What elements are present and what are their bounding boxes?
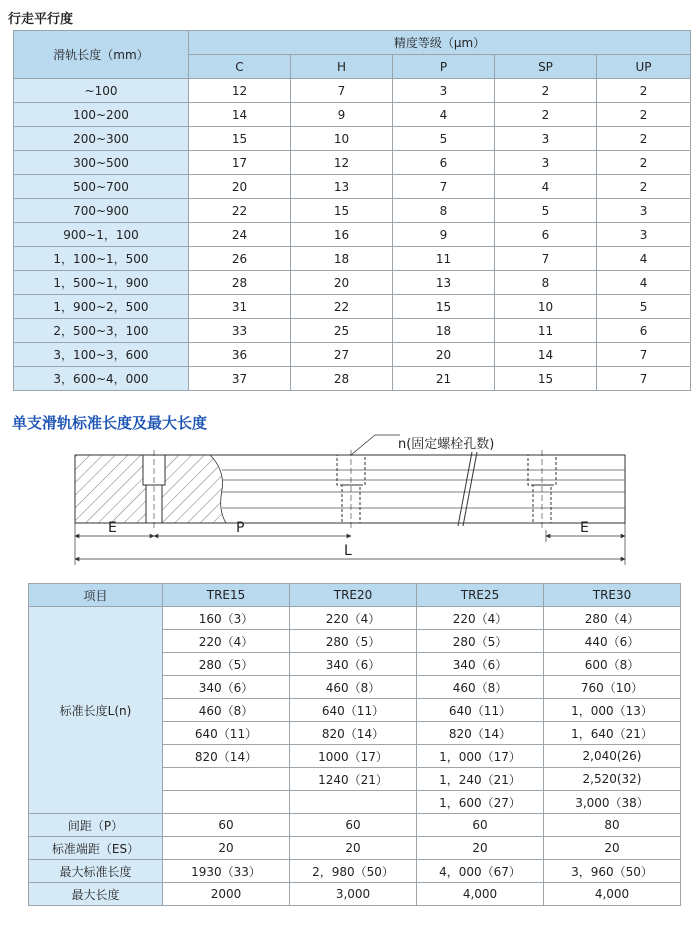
section1-title: 行走平行度: [8, 12, 74, 27]
tolerance-cell: 20: [189, 175, 291, 199]
std-length-cell: 1，640（21）: [544, 722, 681, 745]
tolerance-cell: 14: [495, 343, 597, 367]
model-header: TRE20: [290, 584, 417, 607]
tolerance-cell: 15: [291, 199, 393, 223]
summary-cell: 2000: [163, 883, 290, 906]
tolerance-cell: 4: [597, 271, 691, 295]
summary-label: 间距（P）: [29, 814, 163, 837]
tolerance-cell: 11: [393, 247, 495, 271]
tolerance-cell: 31: [189, 295, 291, 319]
tolerance-cell: 7: [291, 79, 393, 103]
std-length-cell: 640（11）: [290, 699, 417, 722]
std-length-cell: 160（3）: [163, 607, 290, 630]
std-length-cell: 280（4）: [544, 607, 681, 630]
tolerance-cell: 3: [597, 199, 691, 223]
tolerance-cell: 6: [495, 223, 597, 247]
length-range-cell: 1，100~1，500: [14, 247, 189, 271]
table-row: [14, 79, 691, 103]
rail-diagram: [0, 430, 698, 570]
tolerance-cell: 7: [495, 247, 597, 271]
tolerance-cell: 6: [597, 319, 691, 343]
summary-cell: 20: [544, 837, 681, 860]
tolerance-cell: 4: [393, 103, 495, 127]
dimension-l: L: [344, 543, 352, 559]
length-range-cell: 3，100~3，600: [14, 343, 189, 367]
section2-title: 单支滑轨标准长度及最大长度: [12, 414, 208, 432]
tolerance-cell: 25: [291, 319, 393, 343]
tolerance-cell: 7: [393, 175, 495, 199]
std-length-cell: 440（6）: [544, 630, 681, 653]
tolerance-cell: 4: [597, 247, 691, 271]
model-header: TRE15: [163, 584, 290, 607]
tolerance-cell: 14: [189, 103, 291, 127]
tolerance-cell: 2: [597, 151, 691, 175]
summary-cell: 1930（33）: [163, 860, 290, 883]
table-row: [14, 319, 691, 343]
dimension-e-right: E: [580, 520, 589, 536]
tolerance-cell: 5: [393, 127, 495, 151]
tolerance-cell: 13: [393, 271, 495, 295]
summary-label: 最大标准长度: [29, 860, 163, 883]
table-row: [14, 223, 691, 247]
dimension-p: P: [236, 520, 245, 536]
length-range-cell: 300~500: [14, 151, 189, 175]
table-row: [29, 814, 681, 837]
tolerance-cell: 2: [597, 175, 691, 199]
length-range-cell: ~100: [14, 79, 189, 103]
summary-label: 最大长度: [29, 883, 163, 906]
std-length-cell: 600（8）: [544, 653, 681, 676]
row-header: 滑轨长度（mm）: [14, 31, 189, 79]
std-length-cell: 280（5）: [163, 653, 290, 676]
tolerance-cell: 8: [393, 199, 495, 223]
table-row: [29, 883, 681, 906]
std-length-cell: 820（14）: [417, 722, 544, 745]
tolerance-cell: 3: [495, 151, 597, 175]
std-length-cell: 340（6）: [290, 653, 417, 676]
tolerance-cell: 5: [597, 295, 691, 319]
grade-header: P: [393, 55, 495, 79]
std-length-cell: [290, 791, 417, 814]
std-length-cell: 220（4）: [163, 630, 290, 653]
tolerance-cell: 3: [495, 127, 597, 151]
parallelism-table: [13, 30, 691, 391]
summary-cell: 2，980（50）: [290, 860, 417, 883]
summary-cell: 20: [163, 837, 290, 860]
std-length-cell: 3,000（38）: [544, 791, 681, 814]
tolerance-cell: 28: [189, 271, 291, 295]
tolerance-cell: 24: [189, 223, 291, 247]
std-length-cell: 460（8）: [417, 676, 544, 699]
tolerance-cell: 6: [393, 151, 495, 175]
table-row: [14, 295, 691, 319]
summary-cell: 3，960（50）: [544, 860, 681, 883]
length-range-cell: 1，500~1，900: [14, 271, 189, 295]
tolerance-cell: 26: [189, 247, 291, 271]
tolerance-cell: 22: [291, 295, 393, 319]
tolerance-cell: 2: [597, 79, 691, 103]
grade-header: C: [189, 55, 291, 79]
tolerance-cell: 36: [189, 343, 291, 367]
tolerance-cell: 2: [597, 103, 691, 127]
grade-header: H: [291, 55, 393, 79]
length-range-cell: 900~1，100: [14, 223, 189, 247]
std-length-cell: 280（5）: [290, 630, 417, 653]
std-length-cell: 820（14）: [290, 722, 417, 745]
table-row: [29, 837, 681, 860]
tolerance-cell: 22: [189, 199, 291, 223]
annotation-label: n(固定螺栓孔数): [398, 437, 495, 452]
std-length-cell: [163, 791, 290, 814]
std-length-cell: 1，240（21）: [417, 768, 544, 791]
std-length-cell: 2,520(32): [544, 768, 681, 791]
tolerance-cell: 4: [495, 175, 597, 199]
tolerance-cell: 10: [495, 295, 597, 319]
tolerance-cell: 2: [597, 127, 691, 151]
summary-cell: 4，000（67）: [417, 860, 544, 883]
std-length-cell: 220（4）: [290, 607, 417, 630]
annotation-leader: [351, 435, 494, 455]
tolerance-cell: 18: [393, 319, 495, 343]
tolerance-cell: 15: [393, 295, 495, 319]
summary-cell: 60: [417, 814, 544, 837]
std-length-cell: 1000（17）: [290, 745, 417, 768]
table-row: [14, 271, 691, 295]
grade-header: UP: [597, 55, 691, 79]
length-range-cell: 500~700: [14, 175, 189, 199]
tolerance-cell: 27: [291, 343, 393, 367]
tolerance-cell: 17: [189, 151, 291, 175]
std-length-cell: 1，600（27）: [417, 791, 544, 814]
table-row: [14, 175, 691, 199]
length-range-cell: 700~900: [14, 199, 189, 223]
std-length-cell: 340（6）: [163, 676, 290, 699]
tolerance-cell: 5: [495, 199, 597, 223]
tolerance-cell: 9: [393, 223, 495, 247]
summary-cell: 3,000: [290, 883, 417, 906]
tolerance-cell: 2: [495, 103, 597, 127]
grade-group-header: 精度等级（μm）: [189, 31, 691, 55]
item-header: 项目: [29, 584, 163, 607]
summary-label: 标准端距（ES）: [29, 837, 163, 860]
length-range-cell: 1，900~2，500: [14, 295, 189, 319]
length-range-cell: 3，600~4，000: [14, 367, 189, 391]
std-length-cell: 1，000（17）: [417, 745, 544, 768]
summary-cell: 60: [290, 814, 417, 837]
model-header: TRE25: [417, 584, 544, 607]
tolerance-cell: 28: [291, 367, 393, 391]
tolerance-cell: 33: [189, 319, 291, 343]
tolerance-cell: 37: [189, 367, 291, 391]
model-header: TRE30: [544, 584, 681, 607]
grade-header: SP: [495, 55, 597, 79]
summary-cell: 20: [290, 837, 417, 860]
std-length-cell: 460（8）: [163, 699, 290, 722]
tolerance-cell: 11: [495, 319, 597, 343]
std-length-cell: 460（8）: [290, 676, 417, 699]
tolerance-cell: 15: [495, 367, 597, 391]
tolerance-cell: 18: [291, 247, 393, 271]
bolt-hole: [337, 450, 365, 530]
table-row: [14, 199, 691, 223]
table-row: [14, 151, 691, 175]
length-range-cell: 100~200: [14, 103, 189, 127]
tolerance-cell: 15: [189, 127, 291, 151]
tolerance-cell: 13: [291, 175, 393, 199]
table-row: [14, 343, 691, 367]
std-length-cell: [163, 768, 290, 791]
summary-cell: 60: [163, 814, 290, 837]
tolerance-cell: 3: [597, 223, 691, 247]
table-row: [14, 127, 691, 151]
table-row: [29, 860, 681, 883]
bolt-hole: [143, 450, 165, 530]
bolt-hole: [528, 450, 556, 530]
std-length-cell: 640（11）: [417, 699, 544, 722]
summary-cell: 80: [544, 814, 681, 837]
tolerance-cell: 7: [597, 367, 691, 391]
std-length-cell: 340（6）: [417, 653, 544, 676]
std-length-cell: 220（4）: [417, 607, 544, 630]
length-range-cell: 2，500~3，100: [14, 319, 189, 343]
std-length-cell: 760（10）: [544, 676, 681, 699]
tolerance-cell: 12: [291, 151, 393, 175]
std-length-cell: 1240（21）: [290, 768, 417, 791]
tolerance-cell: 10: [291, 127, 393, 151]
summary-cell: 4,000: [417, 883, 544, 906]
tolerance-cell: 20: [291, 271, 393, 295]
length-range-cell: 200~300: [14, 127, 189, 151]
table-row: [29, 607, 681, 630]
std-length-cell: 1，000（13）: [544, 699, 681, 722]
tolerance-cell: 9: [291, 103, 393, 127]
tolerance-cell: 20: [393, 343, 495, 367]
table-row: [14, 103, 691, 127]
tolerance-cell: 12: [189, 79, 291, 103]
tolerance-cell: 7: [597, 343, 691, 367]
dimension-e-left: E: [108, 520, 117, 536]
tolerance-cell: 16: [291, 223, 393, 247]
summary-cell: 4,000: [544, 883, 681, 906]
tolerance-cell: 8: [495, 271, 597, 295]
table-row: [14, 367, 691, 391]
std-length-cell: 2,040(26): [544, 745, 681, 768]
std-length-cell: 640（11）: [163, 722, 290, 745]
tolerance-cell: 2: [495, 79, 597, 103]
std-length-cell: 280（5）: [417, 630, 544, 653]
tolerance-cell: 3: [393, 79, 495, 103]
std-length-cell: 820（14）: [163, 745, 290, 768]
dimension-lines: [75, 520, 625, 565]
rail-length-table: [28, 583, 681, 906]
table-row: [14, 247, 691, 271]
tolerance-cell: 21: [393, 367, 495, 391]
std-length-label: 标准长度L(n): [29, 607, 163, 814]
summary-cell: 20: [417, 837, 544, 860]
